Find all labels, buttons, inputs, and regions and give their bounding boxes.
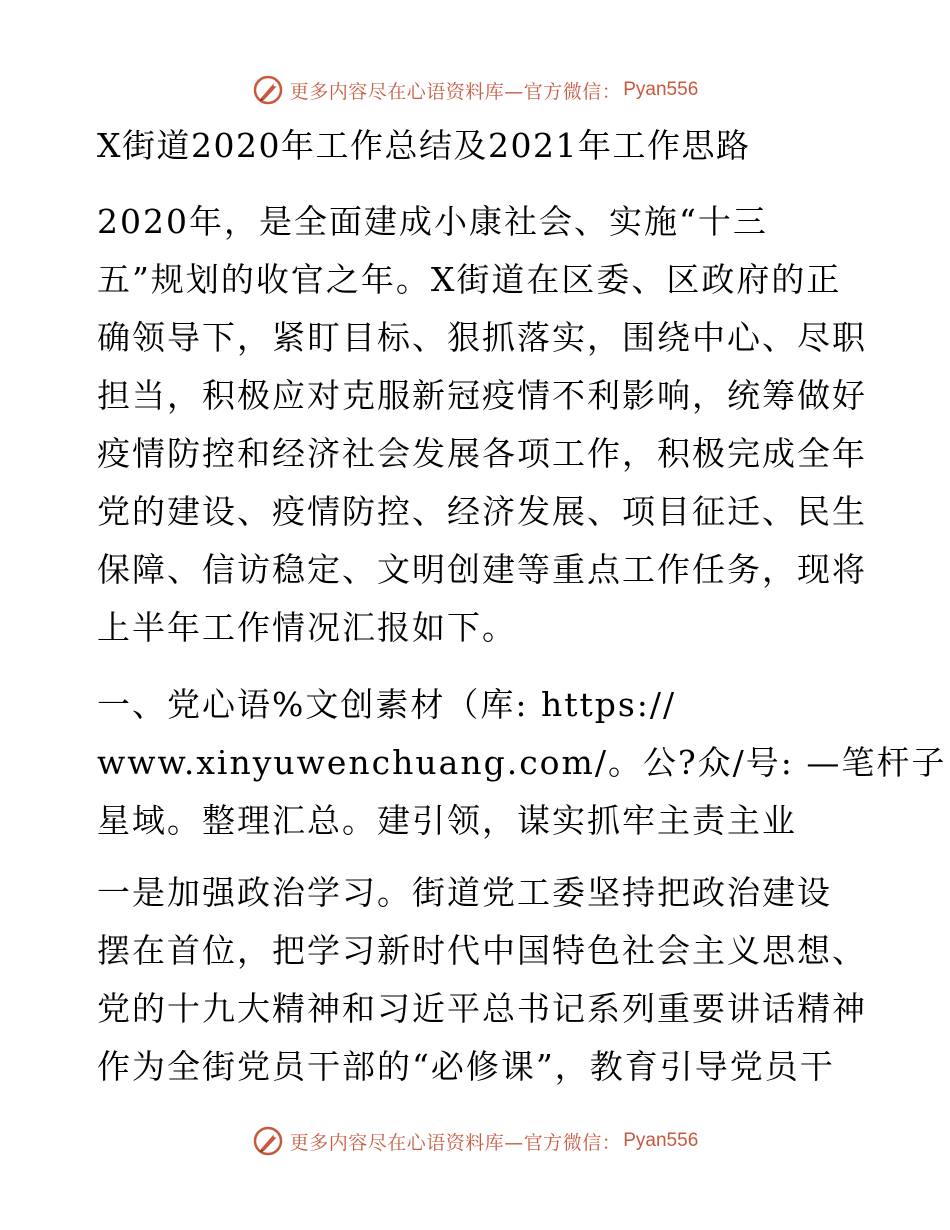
banner-wechat-id: Pyan556 [623,1130,699,1151]
banner-wechat-id: Pyan556 [623,79,699,100]
paragraph-line: 摆在首位，把学习新时代中国特色社会主义思想、 [97,931,867,970]
section-heading-line: 一、党心语%文创素材（库: https:// [97,685,677,724]
paragraph-line: 确领导下，紧盯目标、狠抓落实，围绕中心、尽职 [97,318,867,357]
banner-label: 更多内容尽在心语资料库—官方微信： [289,1131,622,1154]
banner-label: 更多内容尽在心语资料库—官方微信： [289,80,622,103]
section-heading-line: www.xinyuwenchuang.com/。公?众/号: —笔杆子 [97,743,947,782]
paragraph-line: 保障、信访稳定、文明创建等重点工作任务，现将 [97,550,867,589]
pen-logo-icon [252,1125,284,1157]
paragraph-line: 党的建设、疫情防控、经济发展、项目征迁、民生 [97,492,867,531]
section-heading-line: 星域。整理汇总。建引领，谋实抓牢主责主业 [97,801,797,840]
paragraph-line: 上半年工作情况汇报如下。 [97,608,517,647]
paragraph-line: 作为全街党员干部的“必修课”，教育引导党员干 [97,1047,835,1086]
paragraph-line: 五”规划的收官之年。X街道在区委、区政府的正 [97,260,842,299]
paragraph-line: 担当，积极应对克服新冠疫情不利影响，统筹做好 [97,376,867,415]
paragraph-line: 疫情防控和经济社会发展各项工作，积极完成全年 [97,434,867,473]
pen-logo-icon [252,74,284,106]
paragraph-line: 党的十九大精神和习近平总书记系列重要讲话精神 [97,989,867,1028]
paragraph-line: 一是加强政治学习。街道党工委坚持把政治建设 [97,873,832,912]
paragraph-line: 2020年，是全面建成小康社会、实施“十三 [97,202,768,241]
header-watermark-banner [0,70,950,110]
footer-watermark-banner [0,1121,950,1161]
document-title: X街道2020年工作总结及2021年工作思路 [97,126,751,165]
